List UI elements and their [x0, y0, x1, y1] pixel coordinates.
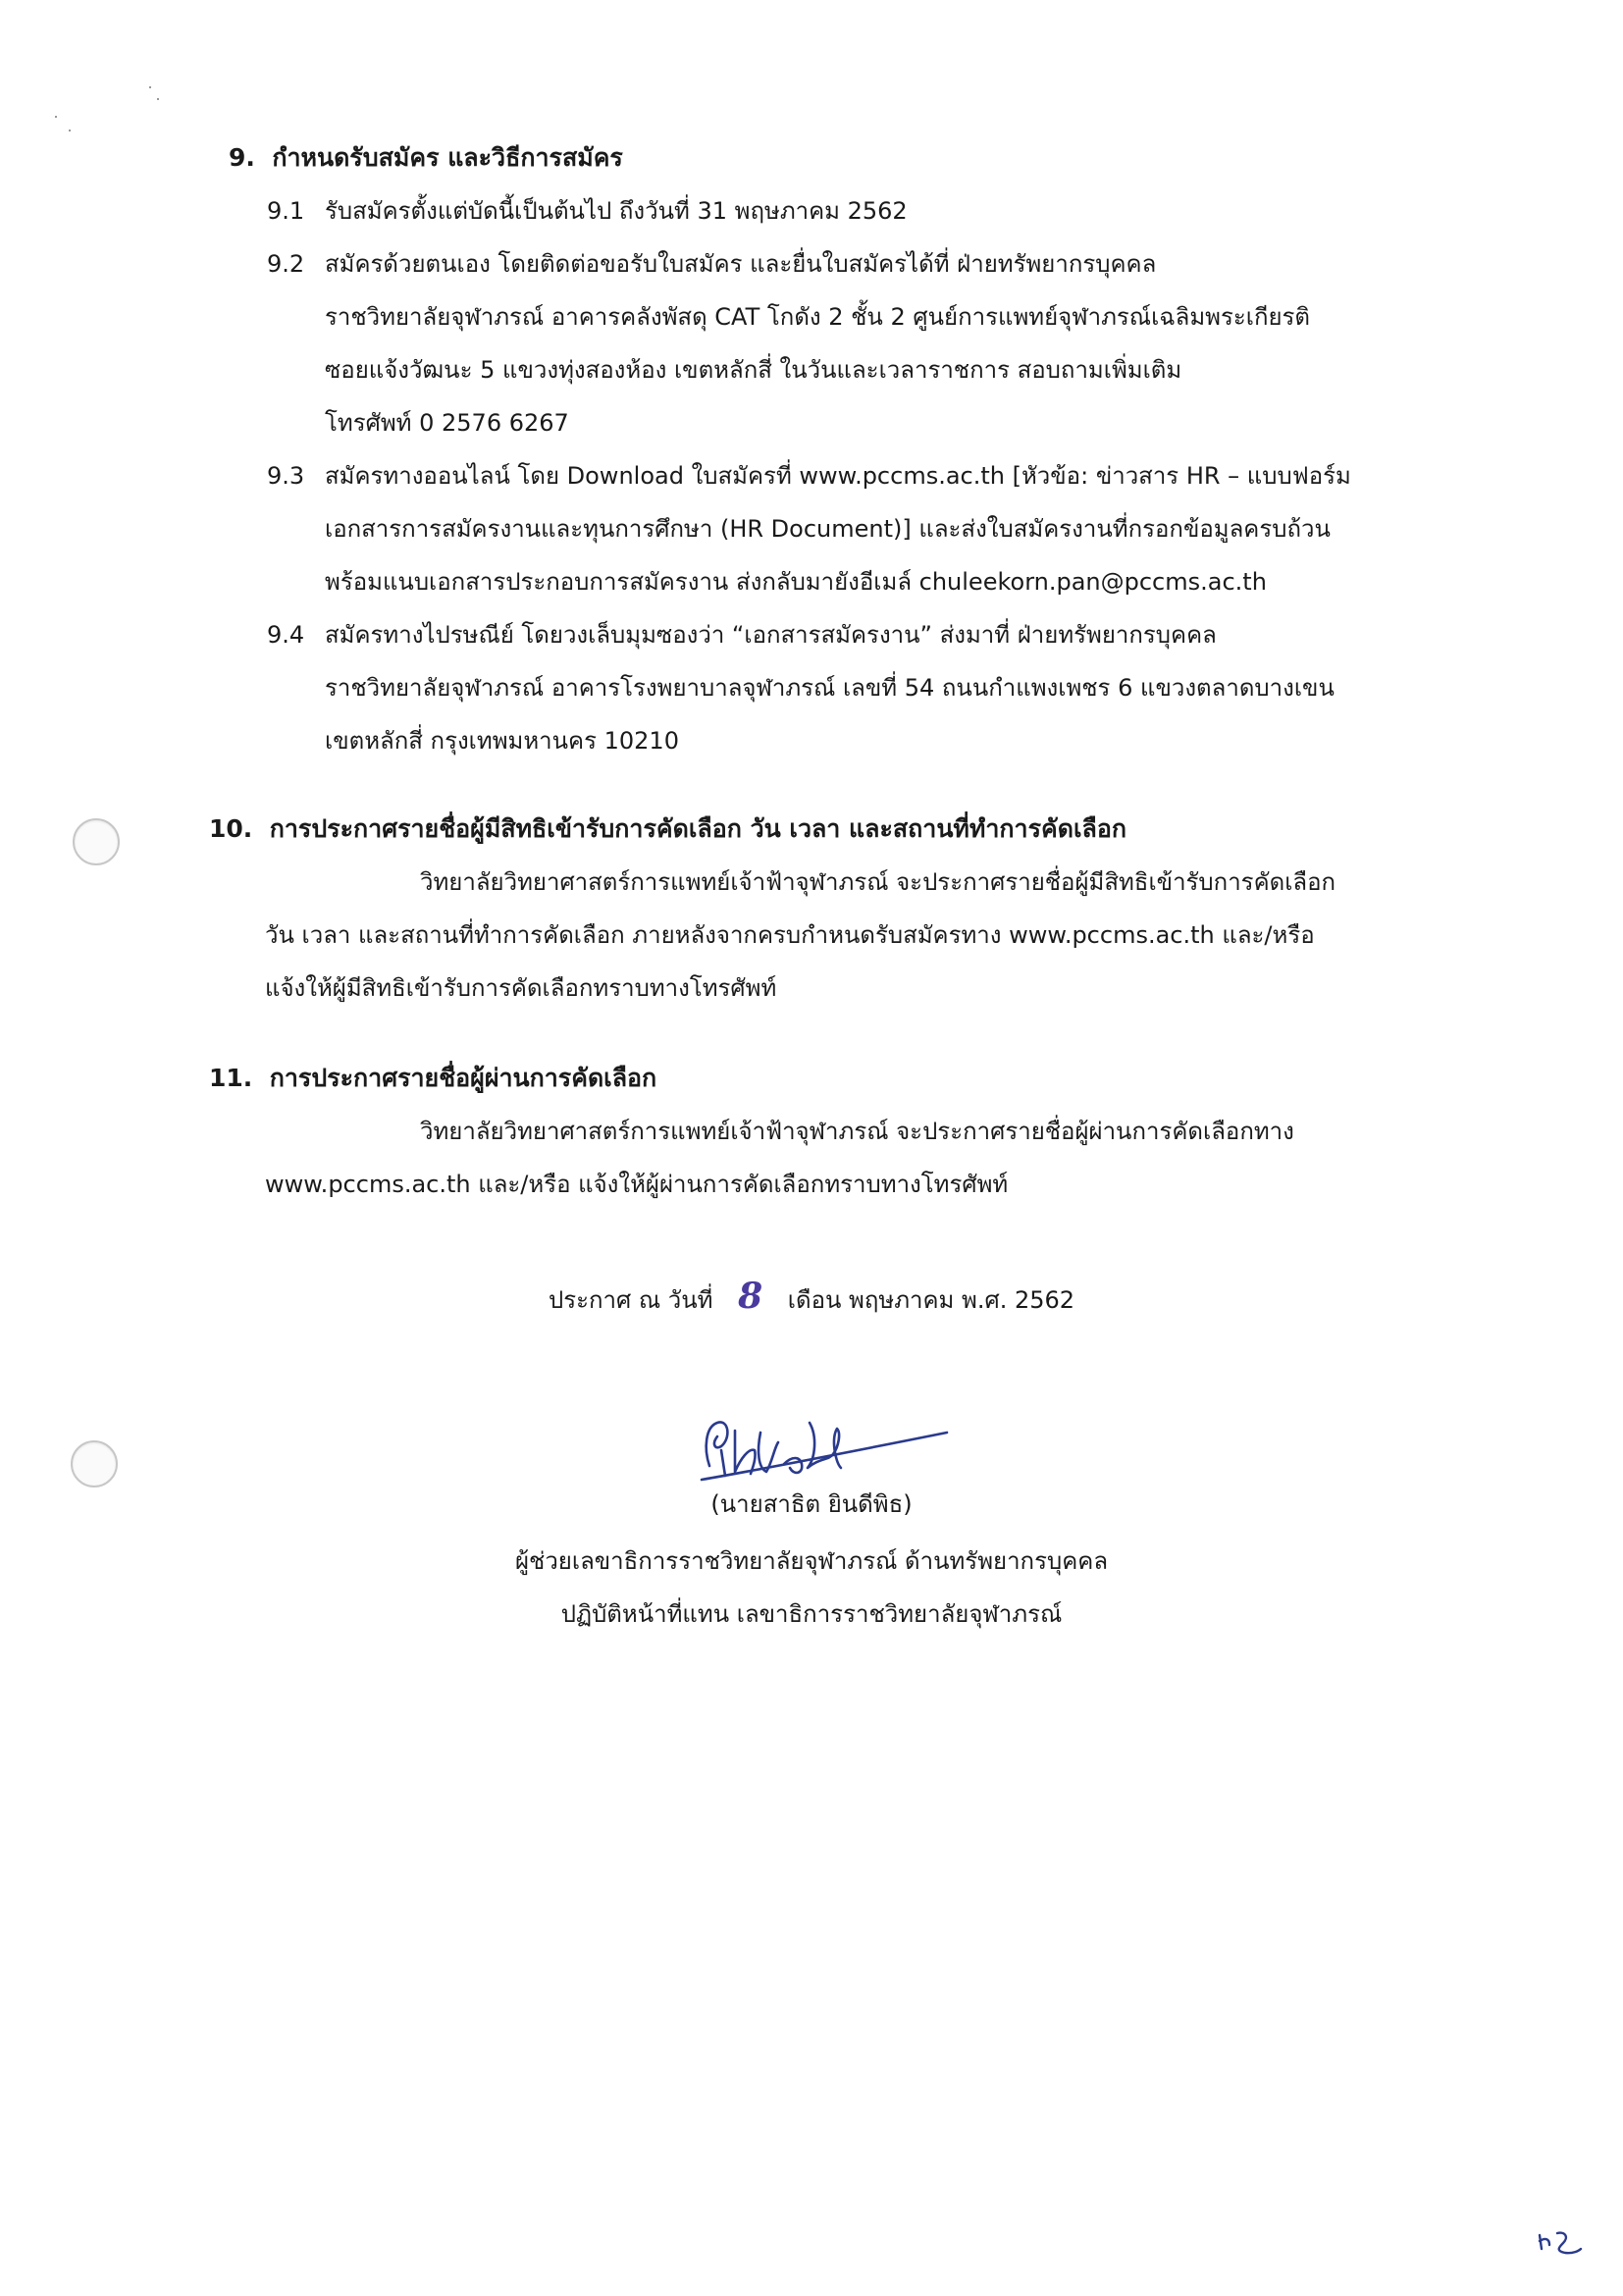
announcement-suffix: เดือน พฤษภาคม พ.ศ. 2562: [787, 1286, 1075, 1314]
scan-speck: [149, 86, 151, 88]
scan-speck: [69, 130, 71, 131]
body-line: ราชวิทยาลัยจุฬาภรณ์ อาคารโรงพยาบาลจุฬาภรณ์ เลขที่ 54 ถนนกำแพงเพชร 6 แขวงตลาดบางเขน: [325, 674, 1335, 702]
body-line: รับสมัครตั้งแต่บัดนี้เป็นต้นไป ถึงวันที่ 31 พฤษภาคม 2562: [325, 197, 908, 225]
signatory-name: (นายสาธิต ยินดีพิธ): [710, 1490, 913, 1518]
section-number: 10.: [209, 814, 253, 843]
signatory-position-line-2: ปฏิบัติหน้าที่แทน เลขาธิการราชวิทยาลัยจุฬาภรณ์: [560, 1600, 1063, 1628]
body-line: โทรศัพท์ 0 2576 6267: [325, 409, 569, 437]
handwritten-initials: [1536, 2227, 1585, 2261]
section-title: การประกาศรายชื่อผู้ผ่านการคัดเลือก: [269, 1064, 657, 1092]
section-title: กำหนดรับสมัคร และวิธีการสมัคร: [272, 143, 623, 172]
scan-speck: [157, 98, 159, 100]
body-line: ซอยแจ้งวัฒนะ 5 แขวงทุ่งสองห้อง เขตหลักสี่ ในวันและเวลาราชการ สอบถามเพิ่มเติม: [325, 356, 1182, 384]
item-number: 9.1: [267, 197, 305, 225]
body-line: วิทยาลัยวิทยาศาสตร์การแพทย์เจ้าฟ้าจุฬาภรณ์ จะประกาศรายชื่อผู้ผ่านการคัดเลือกทาง: [420, 1118, 1294, 1145]
signatory-position-line-1: ผู้ช่วยเลขาธิการราชวิทยาลัยจุฬาภรณ์ ด้านทรัพยากรบุคคล: [514, 1547, 1109, 1575]
section-number: 11.: [209, 1064, 253, 1092]
handwritten-signature: [692, 1403, 967, 1491]
body-line: พร้อมแนบเอกสารประกอบการสมัครงาน ส่งกลับมายังอีเมล์ chuleekorn.pan@pccms.ac.th: [325, 568, 1267, 596]
body-line: สมัครด้วยตนเอง โดยติดต่อขอรับใบสมัคร และยื่นใบสมัครได้ที่ ฝ่ายทรัพยากรบุคคล: [325, 250, 1157, 278]
body-line: เอกสารการสมัครงานและทุนการศึกษา (HR Document)] และส่งใบสมัครงานที่กรอกข้อมูลครบถ้วน: [325, 515, 1331, 543]
section-title: การประกาศรายชื่อผู้มีสิทธิเข้ารับการคัดเลือก วัน เวลา และสถานที่ทำการคัดเลือก: [269, 814, 1126, 843]
body-line: www.pccms.ac.th และ/หรือ แจ้งให้ผู้ผ่านการคัดเลือกทราบทางโทรศัพท์: [265, 1171, 1009, 1198]
body-line: สมัครทางไปรษณีย์ โดยวงเล็บมุมซองว่า “เอกสารสมัครงาน” ส่งมาที่ ฝ่ายทรัพยากรบุคคล: [325, 621, 1217, 649]
body-line: ราชวิทยาลัยจุฬาภรณ์ อาคารคลังพัสดุ CAT โกดัง 2 ชั้น 2 ศูนย์การแพทย์จุฬาภรณ์เฉลิมพระเกียรติ: [325, 303, 1311, 331]
body-line: แจ้งให้ผู้มีสิทธิเข้ารับการคัดเลือกทราบทางโทรศัพท์: [265, 974, 777, 1002]
scan-speck: [55, 116, 57, 118]
body-line: สมัครทางออนไลน์ โดย Download ใบสมัครที่ www.pccms.ac.th [หัวข้อ: ข่าวสาร HR – แบบฟอร์ม: [325, 462, 1351, 490]
section-9-heading: [229, 141, 623, 175]
item-number: 9.3: [267, 462, 305, 490]
handwritten-day: 8: [738, 1276, 763, 1317]
body-line: เขตหลักสี่ กรุงเทพมหานคร 10210: [325, 727, 679, 755]
item-number: 9.2: [267, 250, 305, 278]
body-line: วิทยาลัยวิทยาศาสตร์การแพทย์เจ้าฟ้าจุฬาภรณ์ จะประกาศรายชื่อผู้มีสิทธิเข้ารับการคัดเลือก: [420, 868, 1336, 896]
section-11-heading: [209, 1062, 656, 1095]
section-number: 9.: [229, 143, 255, 172]
body-line: วัน เวลา และสถานที่ทำการคัดเลือก ภายหลังจากครบกำหนดรับสมัครทาง www.pccms.ac.th และ/หรือ: [265, 921, 1315, 949]
punch-hole-top: [73, 818, 120, 865]
section-10-heading: [209, 812, 1126, 846]
announcement-prefix: ประกาศ ณ วันที่: [548, 1286, 713, 1314]
punch-hole-bottom: [71, 1440, 118, 1487]
announcement-date-line: [0, 1276, 1623, 1317]
item-number: 9.4: [267, 621, 305, 649]
